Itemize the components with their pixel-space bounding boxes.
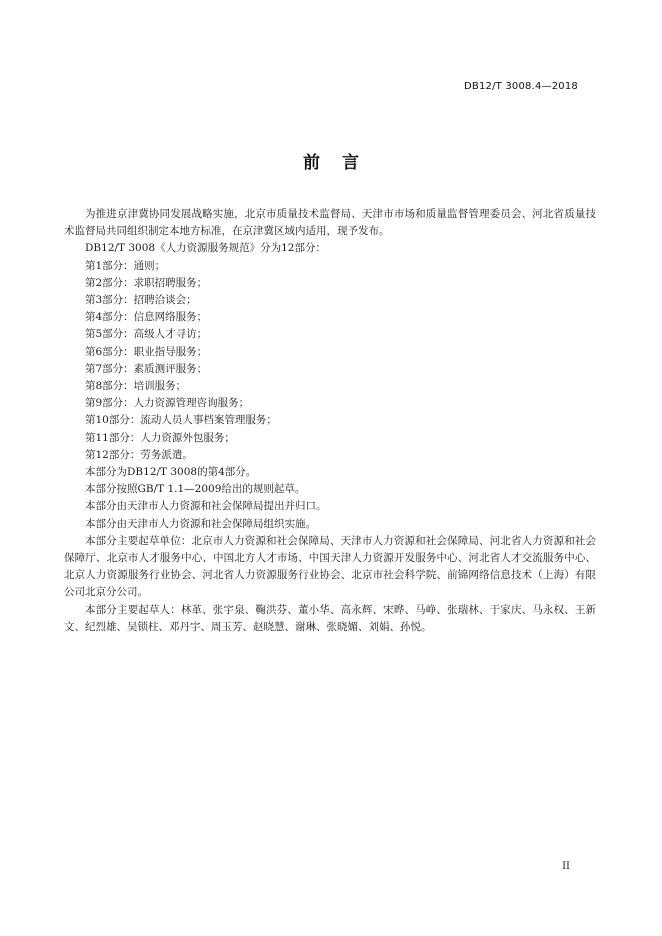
list-item-part-5: 第5部分：高级人才寻访； bbox=[85, 328, 208, 341]
paragraph-parts-overview: DB12/T 3008《人力资源服务规范》分为12部分： bbox=[85, 242, 326, 255]
paragraph-proposed-by: 本部分由天津市人力资源和社会保障局提出并归口。 bbox=[85, 500, 327, 513]
document-code: DB12/T 3008.4—2018 bbox=[464, 81, 578, 92]
paragraph-drafters: 本部分主要起草人：林革、张宇泉、鞠洪芬、董小华、高永辉、宋晔、马峥、张瑞林、于家庆、马永权、王新文、纪烈雄、吴锁柱、邓丹宇、周玉芳、赵晓慧、谢琳、张晓媚、刘娟、孙悦。 bbox=[64, 603, 596, 633]
list-item-part-3: 第3部分：招聘洽谈会； bbox=[85, 294, 197, 307]
paragraph-drafting-rules: 本部分按照GB/T 1.1—2009给出的规则起草。 bbox=[85, 483, 306, 496]
paragraph-this-part: 本部分为DB12/T 3008的第4部分。 bbox=[85, 466, 257, 479]
list-item-part-6: 第6部分：职业指导服务； bbox=[85, 345, 208, 358]
list-item-part-7: 第7部分：素质测评服务； bbox=[85, 362, 208, 375]
foreword-body bbox=[64, 206, 596, 636]
list-item-part-1: 第1部分：通则； bbox=[85, 259, 166, 272]
page-title: 前言 bbox=[303, 153, 381, 173]
page-number: II bbox=[562, 861, 570, 872]
list-item-part-11: 第11部分：人力资源外包服务； bbox=[85, 431, 235, 444]
list-item-part-2: 第2部分：求职招聘服务； bbox=[85, 276, 208, 289]
list-item-part-4: 第4部分：信息网络服务； bbox=[85, 311, 208, 324]
list-item-part-12: 第12部分：劳务派遣。 bbox=[85, 448, 193, 461]
paragraph-drafting-units: 本部分主要起草单位：北京市人力资源和社会保障局、天津市人力资源和社会保障局、河北省人力资源和社会保障厅、北京市人才服务中心、中国北方人才市场、中国天津人力资源开发服务中心、河北省人才交流服务中心、北京人力资源服务行业协会、河北省人力资源服务行业协会、北京市社会科学院、前锦网络信息技术（上海）有限公司北京分公司。 bbox=[64, 534, 596, 599]
list-item-part-9: 第9部分：人力资源管理咨询服务； bbox=[85, 397, 250, 410]
list-item-part-8: 第8部分：培训服务； bbox=[85, 380, 187, 393]
list-item-part-10: 第10部分：流动人员人事档案管理服务； bbox=[85, 414, 277, 427]
paragraph-implemented-by: 本部分由天津市人力资源和社会保障局组织实施。 bbox=[85, 517, 316, 530]
paragraph-intro: 为推进京津冀协同发展战略实施，北京市质量技术监督局、天津市市场和质量监督管理委员会、河北省质量技术监督局共同组织制定本地方标准，在京津冀区域内适用，现予发布。 bbox=[64, 208, 596, 238]
